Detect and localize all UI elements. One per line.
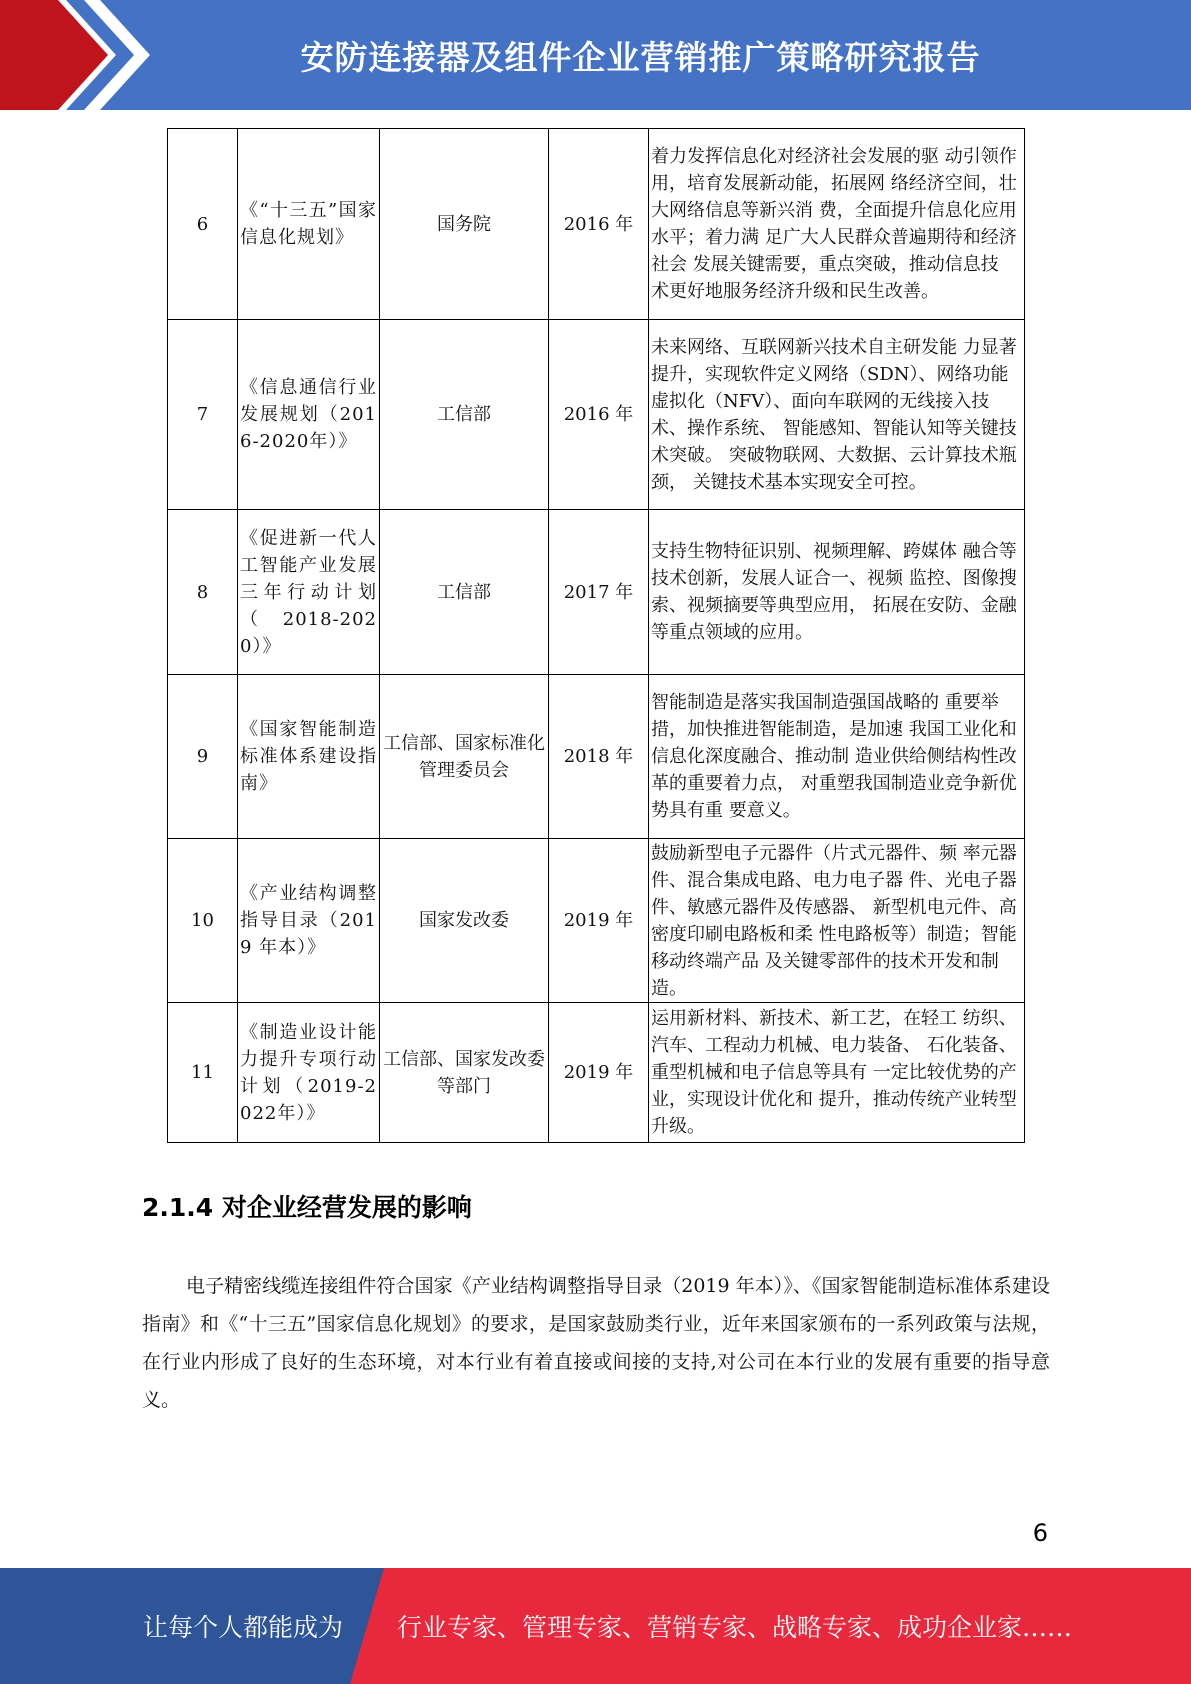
policy-table <box>167 128 1025 1143</box>
table-row <box>168 320 1025 510</box>
policy-description: 智能制造是落实我国制造强国战略的 重要举措，加快推进智能制造，是加速 我国工业化和信息化深度融合、推动制 造业供给侧结构性改革的重要着力点， 对重塑我国制造业竞争新优势具有重 要意义。 <box>649 675 1025 839</box>
table-row <box>168 129 1025 320</box>
issue-year: 2019 年 <box>549 1003 649 1143</box>
policy-name: 《产业结构调整指导目录（2019 年本）》 <box>238 839 380 1003</box>
issue-year: 2016 年 <box>549 320 649 510</box>
issuing-department: 国家发改委 <box>380 839 549 1003</box>
row-number: 6 <box>168 129 238 320</box>
footer-slogan-right: 行业专家、管理专家、营销专家、战略专家、成功企业家…… <box>397 1613 1073 1642</box>
policy-description: 未来网络、互联网新兴技术自主研发能 力显著提升，实现软件定义网络（SDN）、网络功能虚拟化（NFV）、面向车联网的无线接入技术、操作系统、 智能感知、智能认知等关键技术突破。 突破物联网、大数据、云计算技术瓶颈， 关键技术基本实现安全可控。 <box>649 320 1025 510</box>
header-banner <box>0 0 1191 110</box>
policy-description: 着力发挥信息化对经济社会发展的驱 动引领作用，培育发展新动能，拓展网 络经济空间，壮大网络信息等新兴消 费，全面提升信息化应用水平；着力满 足广大人民群众普遍期待和经济社会 发展关键需要，重点突破，推动信息技 术更好地服务经济升级和民生改善。 <box>649 129 1025 320</box>
issue-year: 2018 年 <box>549 675 649 839</box>
issuing-department: 工信部、国家标准化管理委员会 <box>380 675 549 839</box>
policy-name: 《促进新一代人工智能产业发展三年行动计划（2018-2020）》 <box>238 510 380 675</box>
issuing-department: 国务院 <box>380 129 549 320</box>
row-number: 7 <box>168 320 238 510</box>
section-heading: 2.1.4 对企业经营发展的影响 <box>142 1193 472 1222</box>
issuing-department: 工信部、国家发改委等部门 <box>380 1003 549 1143</box>
issuing-department: 工信部 <box>380 320 549 510</box>
issuing-department: 工信部 <box>380 510 549 675</box>
row-number: 11 <box>168 1003 238 1143</box>
table-row <box>168 1003 1025 1143</box>
issue-year: 2019 年 <box>549 839 649 1003</box>
table-row <box>168 510 1025 675</box>
policy-name: 《制造业设计能力提升专项行动计划（2019-2022年）》 <box>238 1003 380 1143</box>
issue-year: 2016 年 <box>549 129 649 320</box>
row-number: 10 <box>168 839 238 1003</box>
row-number: 8 <box>168 510 238 675</box>
report-title: 安防连接器及组件企业营销推广策略研究报告 <box>300 37 981 77</box>
policy-description: 鼓励新型电子元器件（片式元器件、频 率元器件、混合集成电路、电力电子器 件、光电子器件、敏感元器件及传感器、 新型机电元件、高密度印刷电路板和柔 性电路板等）制造；智能移动终端产品 及关键零部件的技术开发和制造。 <box>649 839 1025 1003</box>
issue-year: 2017 年 <box>549 510 649 675</box>
policy-description: 运用新材料、新技术、新工艺，在轻工 纺织、汽车、工程动力机械、电力装备、 石化装备、重型机械和电子信息等具有 一定比较优势的产业，实现设计优化和 提升，推动传统产业转型升级。 <box>649 1003 1025 1143</box>
page-number: 6 <box>1032 1519 1048 1547</box>
body-paragraph: 电子精密线缆连接组件符合国家《产业结构调整指导目录（2019 年本）》、《国家智能制造标准体系建设指南》和《“十三五”国家信息化规划》的要求，是国家鼓励类行业，近年来国家颁布的一系列政策与法规，在行业内形成了良好的生态环境，对本行业有着直接或间接的支持,对公司在本行业的发展有重要的指导意义。 <box>142 1275 1050 1411</box>
table-row <box>168 675 1025 839</box>
policy-name: 《“十三五”国家信息化规划》 <box>238 129 380 320</box>
policy-name: 《国家智能制造标准体系建设指南》 <box>238 675 380 839</box>
policy-description: 支持生物特征识别、视频理解、跨媒体 融合等技术创新，发展人证合一、视频 监控、图像搜索、视频摘要等典型应用， 拓展在安防、金融等重点领域的应用。 <box>649 510 1025 675</box>
table-row <box>168 839 1025 1003</box>
footer-banner <box>0 1568 1191 1684</box>
arrow-decoration-icon <box>0 0 150 110</box>
policy-name: 《信息通信行业发展规划（2016-2020年）》 <box>238 320 380 510</box>
footer-slogan-left: 让每个人都能成为 <box>143 1613 344 1642</box>
row-number: 9 <box>168 675 238 839</box>
